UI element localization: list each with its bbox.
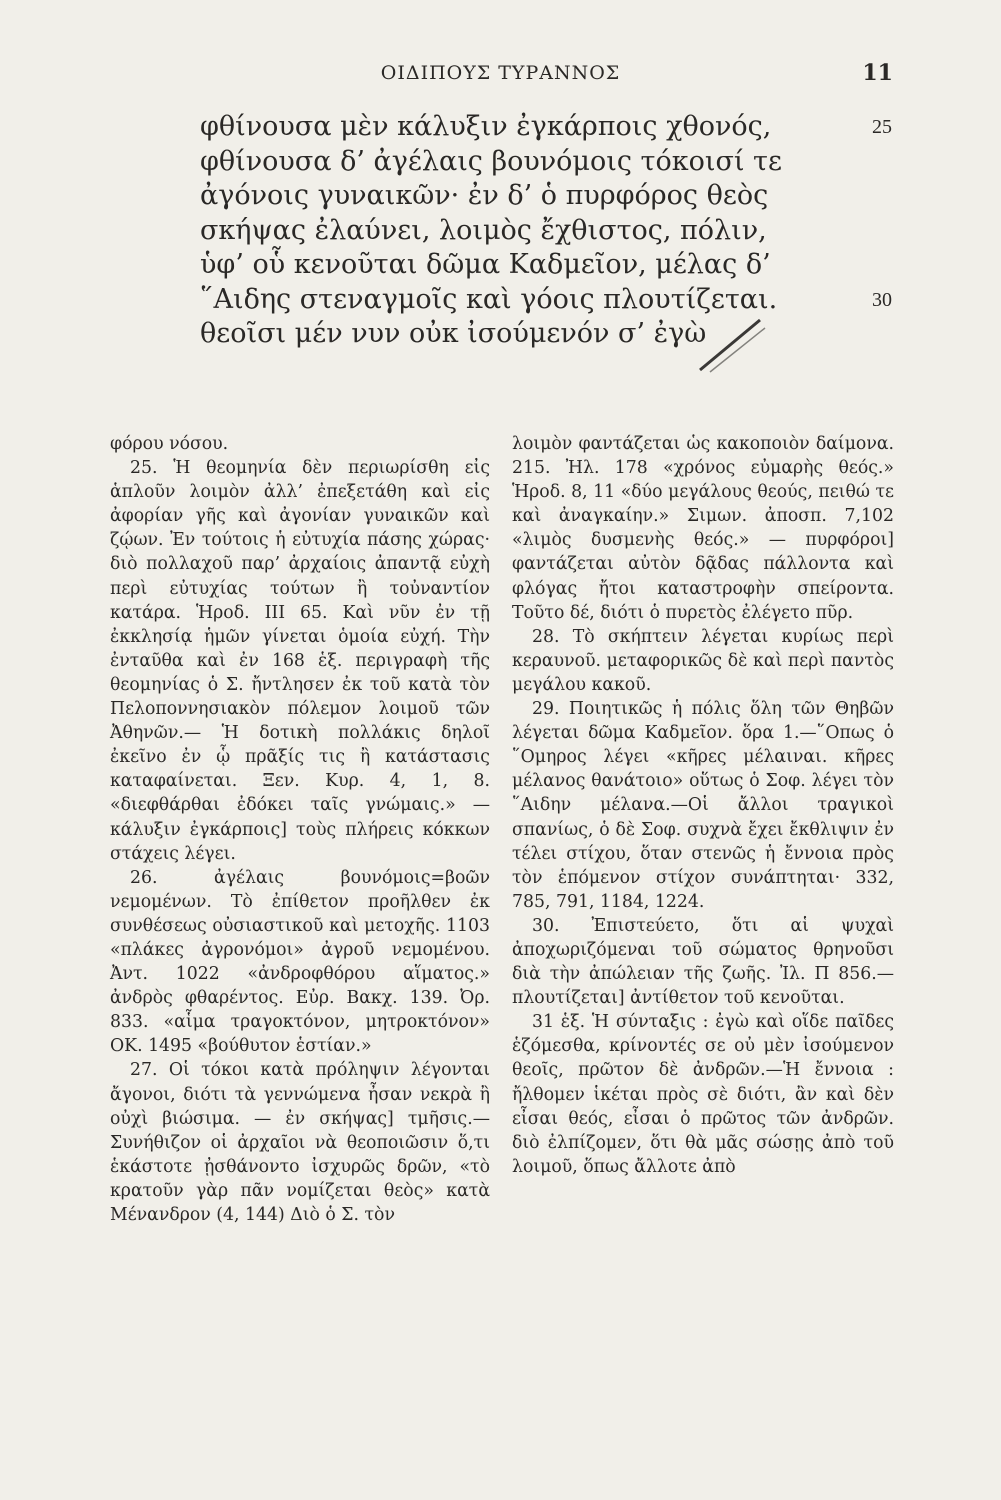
line-number: 30: [872, 288, 892, 311]
verse-text: θεοῖσι μέν νυν οὐκ ἰσούμενόν σ’ ἐγὼ: [200, 318, 707, 349]
pencil-slash-mark: [680, 300, 780, 380]
commentary-paragraph: 28. Τὸ σκήπτειν λέγεται κυρίως περὶ κεραυνοῦ. μεταφορικῶς δὲ καὶ περὶ παντὸς μεγάλου κακοῦ.: [512, 626, 894, 695]
commentary-paragraph: 25. Ἡ θεομηνία δὲν περιωρίσθη εἰς ἁπλοῦν λοιμὸν ἀλλ’ ἐπεξετάθη καὶ εἰς ἀφορίαν γῆς καὶ ἀγονίαν γυναικῶν καὶ ζῴων. Ἐν τούτοις ἡ εὐτυχία πάσης χώρας· διὸ πολλαχοῦ παρ’ ἀρχαίοις ἀπαντᾷ εὐχὴ περὶ εὐτυχίας τούτων ἢ τοὐναντίον κατάρα. Ἡροδ. ΙΙΙ 65. Καὶ νῦν ἐν τῇ ἐκκλησίᾳ ἡμῶν γίνεται ὁμοία εὐχή. Τὴν ἐνταῦθα καὶ ἐν 168 ἑξ. περιγραφὴ τῆς θεομηνίας ὁ Σ. ἤντλησεν ἐκ τοῦ κατὰ τὸν Πελοποννησιακὸν πόλεμον λοιμοῦ τῶν Ἀθηνῶν.— Ἡ δοτικὴ πολλάκις δηλοῖ ἐκεῖνο ἐν ᾧ πρᾶξίς τις ἢ κατάστασις καταφαίνεται. Ξεν. Κυρ. 4, 1, 8. «διεφθάρθαι ἐδόκει ταῖς γνώμαις.» — κάλυξιν ἐγκάρποις] τοὺς πλήρεις κόκκων στάχεις λέγει.: [110, 458, 490, 864]
running-title: ΟΙΔΙΠΟΥΣ ΤΥΡΑΝΝΟΣ: [380, 62, 621, 84]
page-number: 11: [862, 60, 893, 86]
commentary-paragraph: φόρου νόσου.: [110, 434, 229, 454]
commentary-paragraph: 27. Οἱ τόκοι κατὰ πρόληψιν λέγονται ἄγονοι, διότι τὰ γεννώμενα ἦσαν νεκρὰ ἢ οὐχὶ βιώσιμα. — ἐν σκήψας] τμῆσις.—Συνήθιζον οἱ ἀρχαῖοι νὰ θεοποιῶσιν ὅ,τι ἑκάστοτε ᾐσθάνοντο ἰσχυρῶς δρῶν, «τὸ κρατοῦν γὰρ πᾶν νομίζεται θεὸς» κατὰ Μένανδρον (4, 144) Διὸ ὁ Σ. τὸν: [110, 1060, 490, 1225]
commentary-right-column: [512, 432, 894, 1179]
verse-line: [200, 145, 980, 180]
verse-line: [200, 317, 980, 352]
commentary-left-column: [110, 432, 490, 1227]
verse-line: [200, 248, 980, 283]
commentary-paragraph: 29. Ποιητικῶς ἡ πόλις ὅλη τῶν Θηβῶν λέγεται δῶμα Καδμεῖον. ὅρα 1.—῞Οπως ὁ ῞Ομηρος λέγει «κῆρες μέλαιναι. κῆρες μέλανος θανάτοιο» οὕτως ὁ Σοφ. λέγει τὸν ῞Αιδην μέλανα.—Οἱ ἄλλοι τραγικοὶ σπανίως, ὁ δὲ Σοφ. συχνὰ ἔχει ἔκθλιψιν ἐν τέλει στίχου, ὅταν στενῶς ἡ ἔννοια πρὸς τὸν ἑπόμενον στίχον συνάπτηται· 332, 785, 791, 1184, 1224.: [512, 699, 894, 912]
verse-line: [200, 110, 980, 145]
verse-block: [200, 110, 980, 352]
verse-line: [200, 283, 980, 318]
verse-text: φθίνουσα δ’ ἀγέλαις βουνόμοις τόκοισί τε: [200, 145, 782, 177]
line-number: 25: [872, 116, 892, 138]
commentary-paragraph: 30. Ἐπιστεύετο, ὅτι αἱ ψυχαὶ ἀποχωριζόμεναι τοῦ σώματος θρηνοῦσι διὰ τὴν ἀπώλειαν τῆς ζωῆς. Ἰλ. Π 856.—πλουτίζεται] ἀντίθετον τοῦ κενοῦται.: [512, 915, 894, 1009]
verse-text: ῞Αιδης στεναγμοῖς καὶ γόοις πλουτίζεται.: [200, 283, 778, 315]
commentary-paragraph: λοιμὸν φαντάζεται ὡς κακοποιὸν δαίμονα. 215. Ἠλ. 178 «χρόνος εὐμαρὴς θεός.» Ἡροδ. 8, 11 «δύο μεγάλους θεούς, πειθώ τε καὶ ἀναγκαίην.» Σιμων. ἀποσπ. 7,102 «λιμὸς δυσμενὴς θεός.» — πυρφόροι] φαντάζεται αὐτὸν δᾷδας πάλλοντα καὶ φλόγας ἤτοι καταστροφὴν σπείροντα. Τοῦτο δέ, διότι ὁ πυρετὸς ἐλέγετο πῦρ.: [512, 434, 894, 623]
verse-text: φθίνουσα μὲν κάλυξιν ἐγκάρποις χθονός,: [200, 111, 772, 142]
verse-text: ὑφ’ οὗ κενοῦται δῶμα Καδμεῖον, μέλας δ’: [200, 249, 771, 280]
verse-text: σκήψας ἐλαύνει, λοιμὸς ἔχθιστος, πόλιν,: [200, 214, 767, 246]
verse-line: [200, 214, 980, 249]
commentary-paragraph: 31 ἑξ. Ἡ σύνταξις : ἐγὼ καὶ οἵδε παῖδες ἑζόμεσθα, κρίνοντές σε οὐ μὲν ἰσούμενον θεοῖς, πρῶτον δὲ ἀνδρῶν.—Ἡ ἔννοια : ἤλθομεν ἱκέται πρὸς σὲ διότι, ἂν καὶ δὲν εἶσαι θεός, εἶσαι ὁ πρῶτος τῶν ἀνδρῶν. διὸ ἐλπίζομεν, ὅτι θὰ μᾶς σώσῃς ἀπὸ τοῦ λοιμοῦ, ὅπως ἄλλοτε ἀπὸ: [512, 1012, 894, 1177]
commentary-paragraph: 26. ἀγέλαις βουνόμοις=βοῶν νεμομένων. Τὸ ἐπίθετον προῆλθεν ἐκ συνθέσεως οὐσιαστικοῦ καὶ μετοχῆς. 1103 «πλάκες ἀγρονόμοι» ἀγροῦ νεμομένου. Ἀντ. 1022 «ἀνδροφθόρου αἵματος.» ἀνδρὸς φθαρέντος. Εὐρ. Βακχ. 139. Ὀρ. 833. «αἷμα τραγοκτόνον, μητροκτόνον» ΟΚ. 1495 «βούθυτον ἑστίαν.»: [110, 867, 490, 1057]
verse-line: [200, 179, 980, 214]
verse-text: ἀγόνοις γυναικῶν· ἐν δ’ ὁ πυρφόρος θεὸς: [200, 180, 769, 211]
